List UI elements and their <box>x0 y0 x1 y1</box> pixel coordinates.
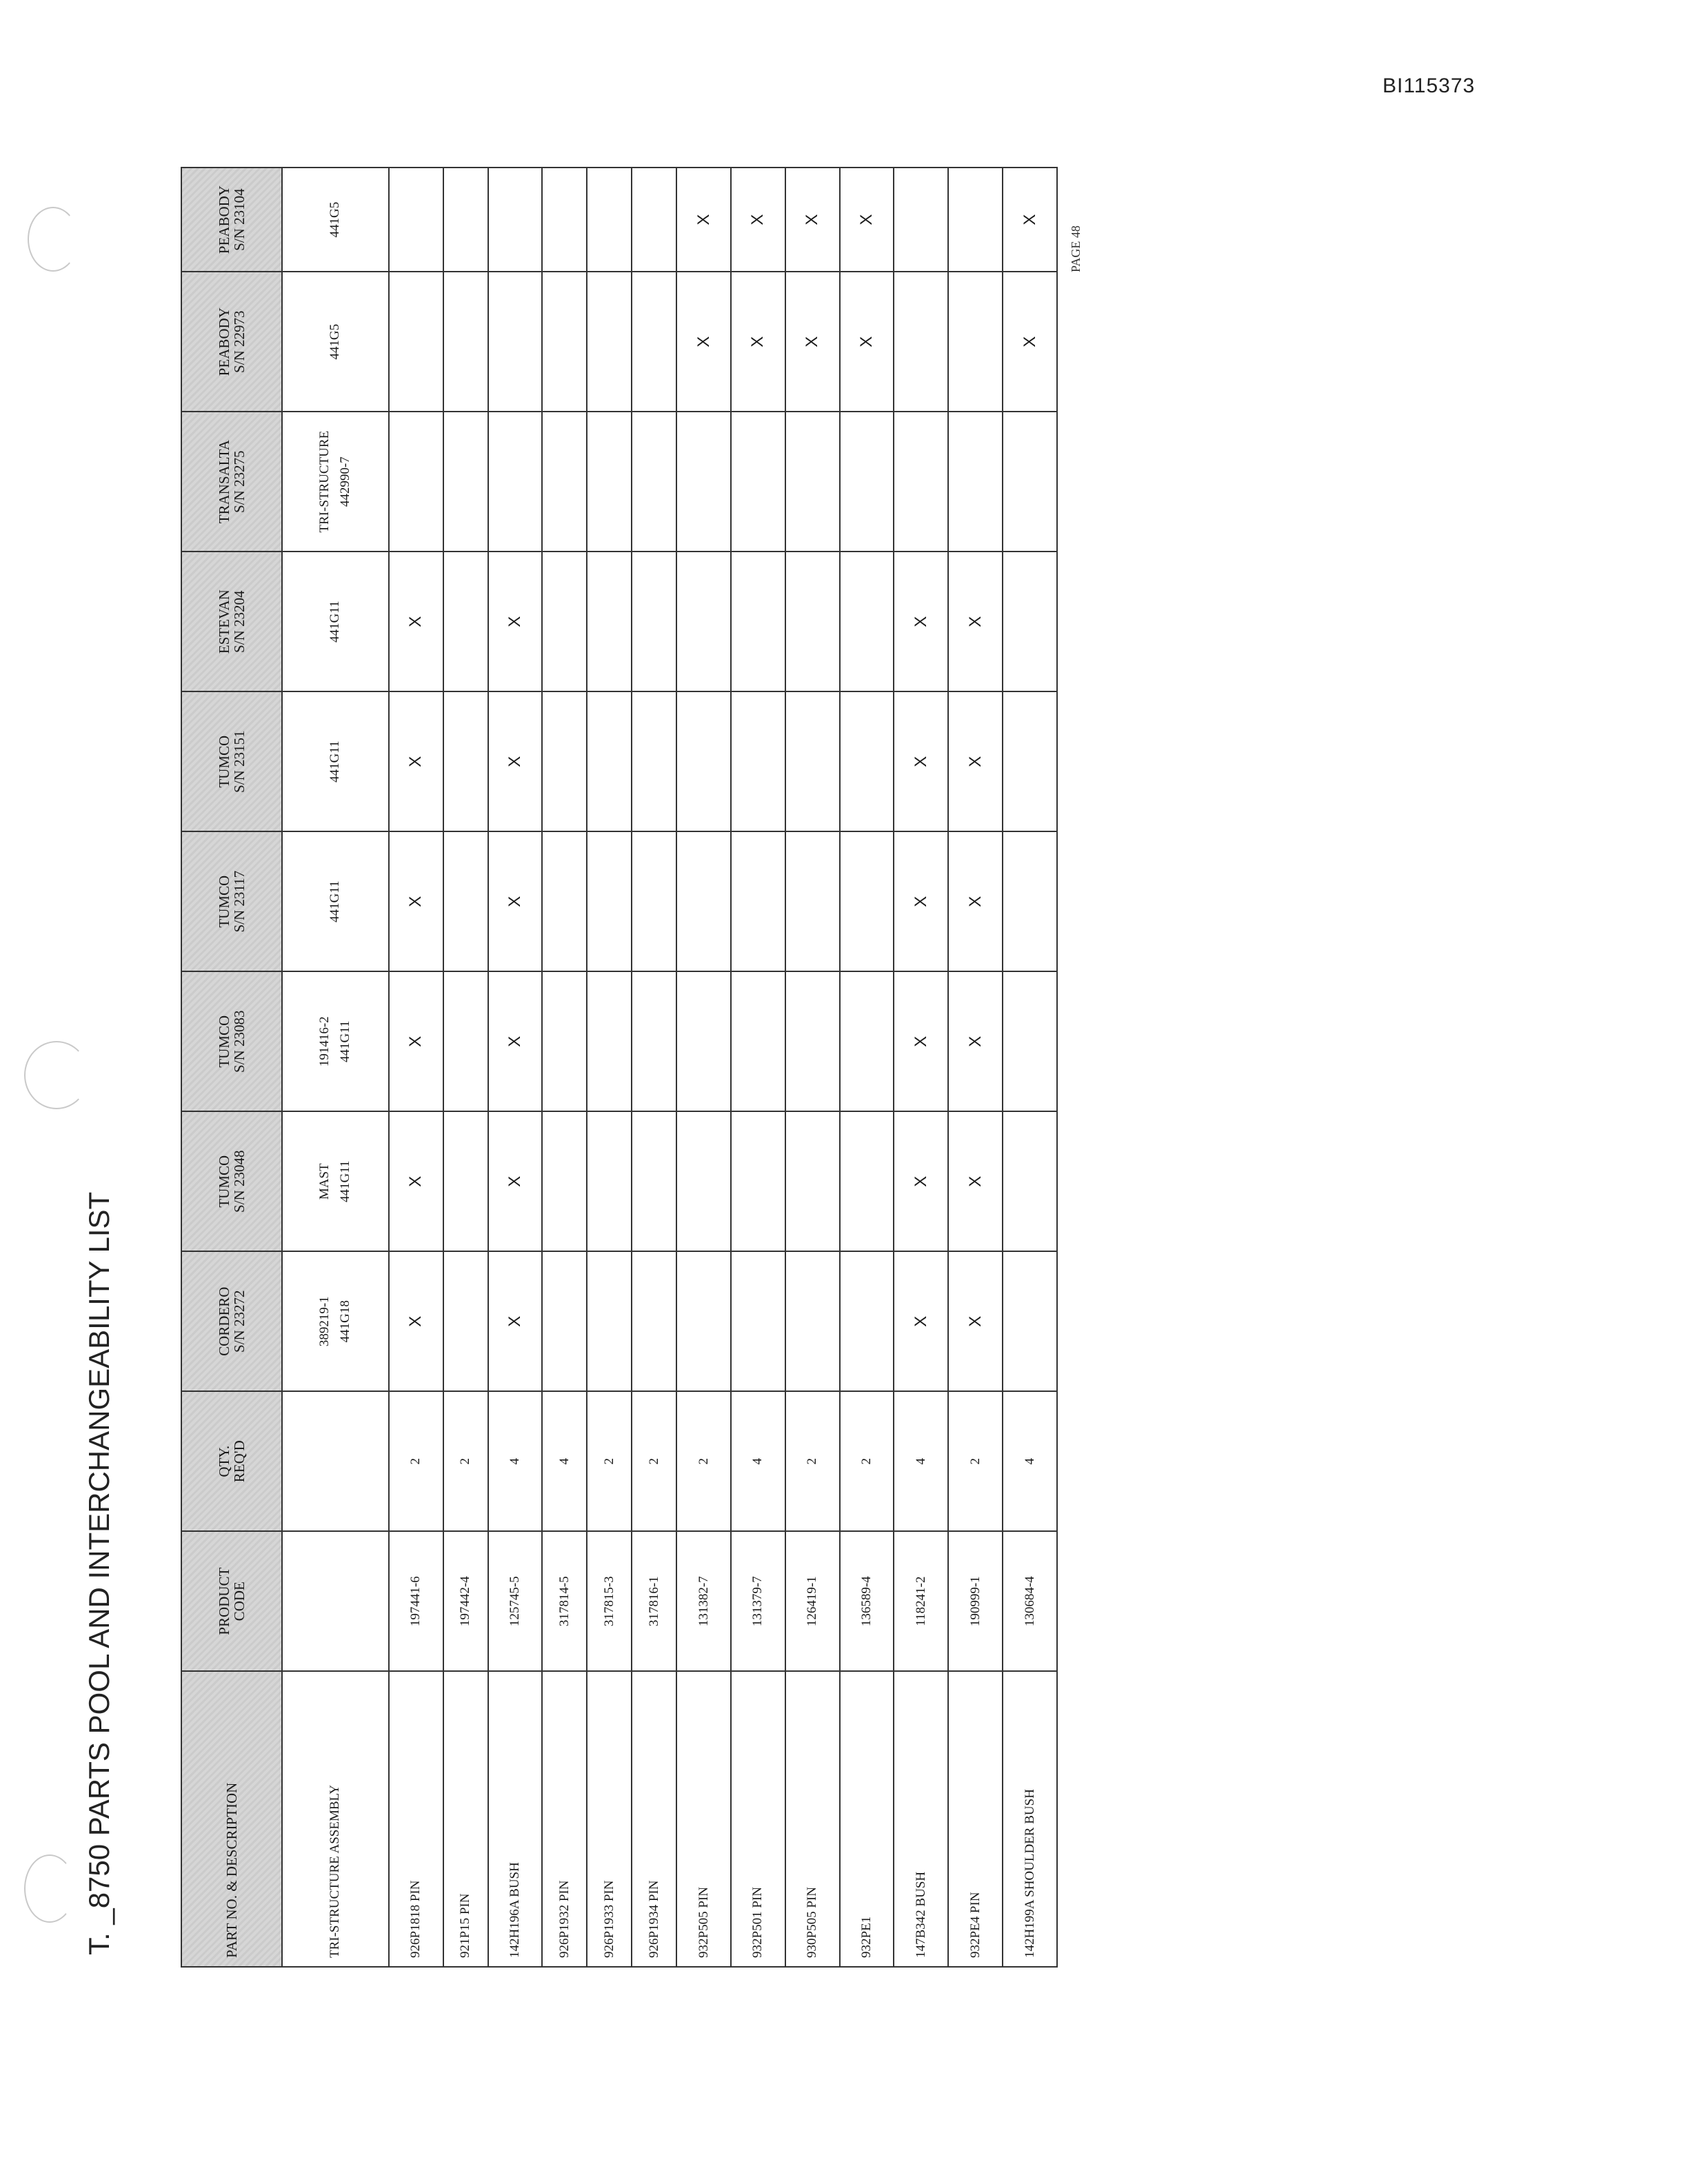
assembly-cell <box>282 168 389 272</box>
column-header-line-1: QTY. <box>215 1445 232 1477</box>
column-header <box>181 691 282 831</box>
interchangeability-mark <box>785 1251 840 1391</box>
interchangeability-mark <box>894 272 948 412</box>
column-header-line-1: PEABODY <box>215 307 232 376</box>
column-header-line-1: TUMCO <box>215 1155 232 1208</box>
product-code: 131379-7 <box>731 1531 785 1671</box>
assembly-cell-line-1: 441G5 <box>328 201 343 238</box>
interchangeability-mark: X <box>488 831 543 971</box>
interchangeability-mark: X <box>389 552 443 691</box>
table-row <box>389 168 443 1967</box>
table-row <box>443 168 488 1967</box>
interchangeability-mark <box>389 272 443 412</box>
parts-table-container <box>181 167 1058 1968</box>
quantity-required: 2 <box>676 1391 731 1531</box>
interchangeability-mark <box>676 1111 731 1251</box>
assembly-cell-line-2: 441G11 <box>338 1020 353 1062</box>
assembly-cell <box>282 831 389 971</box>
interchangeability-mark <box>632 412 676 552</box>
product-code: 125745-5 <box>488 1531 543 1671</box>
product-code: 197442-4 <box>443 1531 488 1671</box>
interchangeability-mark: X <box>840 168 894 272</box>
interchangeability-mark: X <box>488 1251 543 1391</box>
interchangeability-mark <box>731 1111 785 1251</box>
product-code: 317816-1 <box>632 1531 676 1671</box>
interchangeability-mark <box>840 1111 894 1251</box>
interchangeability-mark <box>676 831 731 971</box>
interchangeability-mark <box>632 1251 676 1391</box>
interchangeability-mark <box>542 1251 587 1391</box>
part-description: 926P1933 PIN <box>587 1671 632 1967</box>
table-row <box>1003 168 1057 1967</box>
interchangeability-mark <box>1003 552 1057 691</box>
interchangeability-mark: X <box>488 552 543 691</box>
interchangeability-mark <box>948 272 1003 412</box>
interchangeability-mark <box>1003 831 1057 971</box>
interchangeability-mark: X <box>894 831 948 971</box>
interchangeability-mark <box>632 971 676 1111</box>
part-description: 921P15 PIN <box>443 1671 488 1967</box>
quantity-required: 2 <box>389 1391 443 1531</box>
interchangeability-mark <box>948 168 1003 272</box>
punch-hole-mark <box>24 1854 75 1923</box>
column-header-line-2: S/N 23272 <box>231 1290 248 1353</box>
assembly-cell-line-1: MAST <box>317 1163 332 1200</box>
page-number: PAGE 48 <box>1069 225 1083 272</box>
interchangeability-mark: X <box>488 691 543 831</box>
interchangeability-mark: X <box>785 272 840 412</box>
interchangeability-mark <box>542 971 587 1111</box>
table-row <box>488 168 543 1967</box>
interchangeability-mark <box>632 691 676 831</box>
assembly-cell <box>282 971 389 1111</box>
interchangeability-mark: X <box>389 691 443 831</box>
interchangeability-mark <box>542 168 587 272</box>
product-code: 118241-2 <box>894 1531 948 1671</box>
interchangeability-mark <box>488 168 543 272</box>
interchangeability-mark <box>443 168 488 272</box>
assembly-cell-line-2: 441G11 <box>338 1160 353 1202</box>
column-header-line-2: S/N 23275 <box>231 450 248 513</box>
quantity-required: 2 <box>948 1391 1003 1531</box>
interchangeability-mark: X <box>948 1251 1003 1391</box>
interchangeability-mark <box>443 552 488 691</box>
quantity-required: 2 <box>840 1391 894 1531</box>
assembly-cell-line-1: 441G11 <box>328 880 343 922</box>
assembly-cell <box>282 691 389 831</box>
interchangeability-mark: X <box>389 831 443 971</box>
interchangeability-mark: X <box>894 971 948 1111</box>
interchangeability-mark <box>443 691 488 831</box>
assembly-cell <box>282 1531 389 1671</box>
interchangeability-mark: X <box>894 552 948 691</box>
interchangeability-mark <box>785 831 840 971</box>
column-header <box>181 412 282 552</box>
interchangeability-mark: X <box>389 1251 443 1391</box>
column-header-line-1: CORDERO <box>215 1286 232 1356</box>
assembly-cell <box>282 412 389 552</box>
interchangeability-mark <box>731 971 785 1111</box>
interchangeability-mark <box>840 831 894 971</box>
interchangeability-mark <box>542 1111 587 1251</box>
interchangeability-mark <box>948 412 1003 552</box>
interchangeability-mark <box>840 971 894 1111</box>
column-header-line-2: REQ'D <box>231 1440 248 1483</box>
column-header-line-2: S/N 22973 <box>231 310 248 373</box>
interchangeability-mark <box>1003 1251 1057 1391</box>
column-header <box>181 168 282 272</box>
quantity-required: 4 <box>1003 1391 1057 1531</box>
interchangeability-mark <box>1003 691 1057 831</box>
quantity-required: 4 <box>488 1391 543 1531</box>
column-header <box>181 272 282 412</box>
interchangeability-mark: X <box>1003 168 1057 272</box>
column-header-line-1: PEABODY <box>215 185 232 254</box>
column-header <box>181 1251 282 1391</box>
interchangeability-mark <box>488 272 543 412</box>
quantity-required: 2 <box>587 1391 632 1531</box>
table-row <box>785 168 840 1967</box>
interchangeability-mark <box>731 1251 785 1391</box>
column-header <box>181 831 282 971</box>
interchangeability-mark: X <box>676 272 731 412</box>
interchangeability-mark <box>542 691 587 831</box>
table-row <box>948 168 1003 1967</box>
table-row <box>676 168 731 1967</box>
column-header-line-1: PART NO. & DESCRIPTION <box>223 1782 240 1958</box>
part-description: 932P501 PIN <box>731 1671 785 1967</box>
assembly-cell-line-1: 191416-2 <box>317 1016 332 1067</box>
assembly-cell-line-2: 441G18 <box>338 1300 353 1343</box>
interchangeability-mark: X <box>1003 272 1057 412</box>
column-header-line-1: TUMCO <box>215 875 232 928</box>
interchangeability-mark <box>587 1251 632 1391</box>
interchangeability-mark: X <box>948 971 1003 1111</box>
interchangeability-mark <box>676 971 731 1111</box>
assembly-cell-line-1: 441G5 <box>328 323 343 360</box>
interchangeability-mark <box>443 831 488 971</box>
table-row <box>632 168 676 1967</box>
interchangeability-mark <box>731 412 785 552</box>
interchangeability-mark <box>542 412 587 552</box>
document-id: BI115373 <box>1383 74 1476 97</box>
assembly-cell <box>282 1391 389 1531</box>
assembly-cell-line-1: 441G11 <box>328 740 343 782</box>
parts-interchangeability-table <box>181 167 1058 1968</box>
interchangeability-mark: X <box>488 1111 543 1251</box>
interchangeability-mark <box>894 168 948 272</box>
part-description: 147B342 BUSH <box>894 1671 948 1967</box>
product-code: 317814-5 <box>542 1531 587 1671</box>
interchangeability-mark <box>587 1111 632 1251</box>
interchangeability-mark <box>632 552 676 691</box>
interchangeability-mark: X <box>894 1251 948 1391</box>
column-header-line-2: S/N 23104 <box>231 188 248 251</box>
table-row <box>840 168 894 1967</box>
interchangeability-mark <box>632 831 676 971</box>
interchangeability-mark: X <box>948 691 1003 831</box>
interchangeability-mark <box>587 552 632 691</box>
interchangeability-mark <box>785 552 840 691</box>
interchangeability-mark: X <box>948 1111 1003 1251</box>
assembly-cell <box>282 552 389 691</box>
column-header <box>181 1111 282 1251</box>
interchangeability-mark <box>676 552 731 691</box>
interchangeability-mark <box>443 1251 488 1391</box>
interchangeability-mark <box>443 1111 488 1251</box>
product-code: 197441-6 <box>389 1531 443 1671</box>
interchangeability-mark <box>785 1111 840 1251</box>
quantity-required: 4 <box>731 1391 785 1531</box>
interchangeability-mark <box>676 691 731 831</box>
punch-hole-mark <box>24 1041 89 1109</box>
part-description: 930P505 PIN <box>785 1671 840 1967</box>
interchangeability-mark <box>1003 971 1057 1111</box>
interchangeability-mark: X <box>785 168 840 272</box>
interchangeability-mark <box>731 691 785 831</box>
interchangeability-mark <box>587 412 632 552</box>
interchangeability-mark: X <box>840 272 894 412</box>
interchangeability-mark <box>443 971 488 1111</box>
interchangeability-mark <box>443 272 488 412</box>
column-header-line-1: PRODUCT <box>215 1567 232 1635</box>
interchangeability-mark: X <box>948 552 1003 691</box>
interchangeability-mark <box>587 272 632 412</box>
column-header-line-2: S/N 23083 <box>231 1010 248 1073</box>
interchangeability-mark <box>587 168 632 272</box>
quantity-required: 2 <box>785 1391 840 1531</box>
interchangeability-mark <box>632 168 676 272</box>
punch-hole-mark <box>28 207 79 272</box>
interchangeability-mark: X <box>731 272 785 412</box>
assembly-cell <box>282 272 389 412</box>
assembly-cell-line-1: TRI-STRUCTURE <box>317 430 332 533</box>
interchangeability-mark: X <box>389 1111 443 1251</box>
interchangeability-mark <box>785 691 840 831</box>
interchangeability-mark <box>676 412 731 552</box>
interchangeability-mark: X <box>894 691 948 831</box>
table-header-row <box>181 168 282 1967</box>
interchangeability-mark: X <box>488 971 543 1111</box>
column-header-line-2: S/N 23117 <box>231 870 248 933</box>
part-description: 142H199A SHOULDER BUSH <box>1003 1671 1057 1967</box>
table-row-assembly <box>282 168 389 1967</box>
interchangeability-mark <box>632 1111 676 1251</box>
interchangeability-mark: X <box>389 971 443 1111</box>
column-header-line-1: ESTEVAN <box>215 589 232 654</box>
part-description: TRI-STRUCTURE ASSEMBLY <box>282 1671 389 1967</box>
interchangeability-mark <box>894 412 948 552</box>
interchangeability-mark <box>587 831 632 971</box>
interchangeability-mark <box>785 412 840 552</box>
interchangeability-mark: X <box>731 168 785 272</box>
column-header-line-2: CODE <box>231 1581 248 1621</box>
column-header-line-1: TUMCO <box>215 1015 232 1068</box>
table-row <box>731 168 785 1967</box>
interchangeability-mark <box>840 1251 894 1391</box>
column-header-line-1: TUMCO <box>215 735 232 788</box>
part-description: 142H196A BUSH <box>488 1671 543 1967</box>
interchangeability-mark <box>587 971 632 1111</box>
part-description: 932P505 PIN <box>676 1671 731 1967</box>
interchangeability-mark <box>389 412 443 552</box>
product-code: 136589-4 <box>840 1531 894 1671</box>
interchangeability-mark <box>542 831 587 971</box>
assembly-cell-line-1: 389219-1 <box>317 1296 332 1347</box>
assembly-cell <box>282 1111 389 1251</box>
column-header <box>181 1531 282 1671</box>
interchangeability-mark: X <box>948 831 1003 971</box>
column-header-line-2: S/N 23048 <box>231 1150 248 1213</box>
assembly-cell-line-1: 441G11 <box>328 600 343 643</box>
assembly-cell-line-2: 442990-7 <box>338 456 353 507</box>
assembly-cell <box>282 1251 389 1391</box>
part-description: 926P1934 PIN <box>632 1671 676 1967</box>
interchangeability-mark <box>389 168 443 272</box>
interchangeability-mark <box>731 552 785 691</box>
quantity-required: 4 <box>542 1391 587 1531</box>
interchangeability-mark <box>785 971 840 1111</box>
table-row <box>587 168 632 1967</box>
table-row <box>542 168 587 1967</box>
part-description: 926P1932 PIN <box>542 1671 587 1967</box>
interchangeability-mark <box>1003 412 1057 552</box>
interchangeability-mark <box>840 412 894 552</box>
product-code: 317815-3 <box>587 1531 632 1671</box>
interchangeability-mark <box>840 691 894 831</box>
part-description: 932PE1 <box>840 1671 894 1967</box>
product-code: 130684-4 <box>1003 1531 1057 1671</box>
interchangeability-mark <box>632 272 676 412</box>
column-header <box>181 1671 282 1967</box>
product-code: 190999-1 <box>948 1531 1003 1671</box>
interchangeability-mark <box>443 412 488 552</box>
part-description: 926P1818 PIN <box>389 1671 443 1967</box>
interchangeability-mark <box>1003 1111 1057 1251</box>
interchangeability-mark: X <box>676 168 731 272</box>
column-header <box>181 1391 282 1531</box>
quantity-required: 2 <box>632 1391 676 1531</box>
column-header <box>181 971 282 1111</box>
interchangeability-mark: X <box>894 1111 948 1251</box>
interchangeability-mark <box>676 1251 731 1391</box>
interchangeability-mark <box>731 831 785 971</box>
column-header-line-1: TRANSALTA <box>215 440 232 524</box>
interchangeability-mark <box>488 412 543 552</box>
part-description: 932PE4 PIN <box>948 1671 1003 1967</box>
interchangeability-mark <box>542 272 587 412</box>
column-header-line-2: S/N 23151 <box>231 730 248 793</box>
quantity-required: 4 <box>894 1391 948 1531</box>
table-row <box>894 168 948 1967</box>
document-title: T. _8750 PARTS POOL AND INTERCHANGEABILITY LIST <box>83 1191 115 1955</box>
column-header <box>181 552 282 691</box>
product-code: 131382-7 <box>676 1531 731 1671</box>
interchangeability-mark <box>542 552 587 691</box>
column-header-line-2: S/N 23204 <box>231 590 248 653</box>
quantity-required: 2 <box>443 1391 488 1531</box>
table-body <box>282 168 1057 1967</box>
product-code: 126419-1 <box>785 1531 840 1671</box>
interchangeability-mark <box>840 552 894 691</box>
interchangeability-mark <box>587 691 632 831</box>
